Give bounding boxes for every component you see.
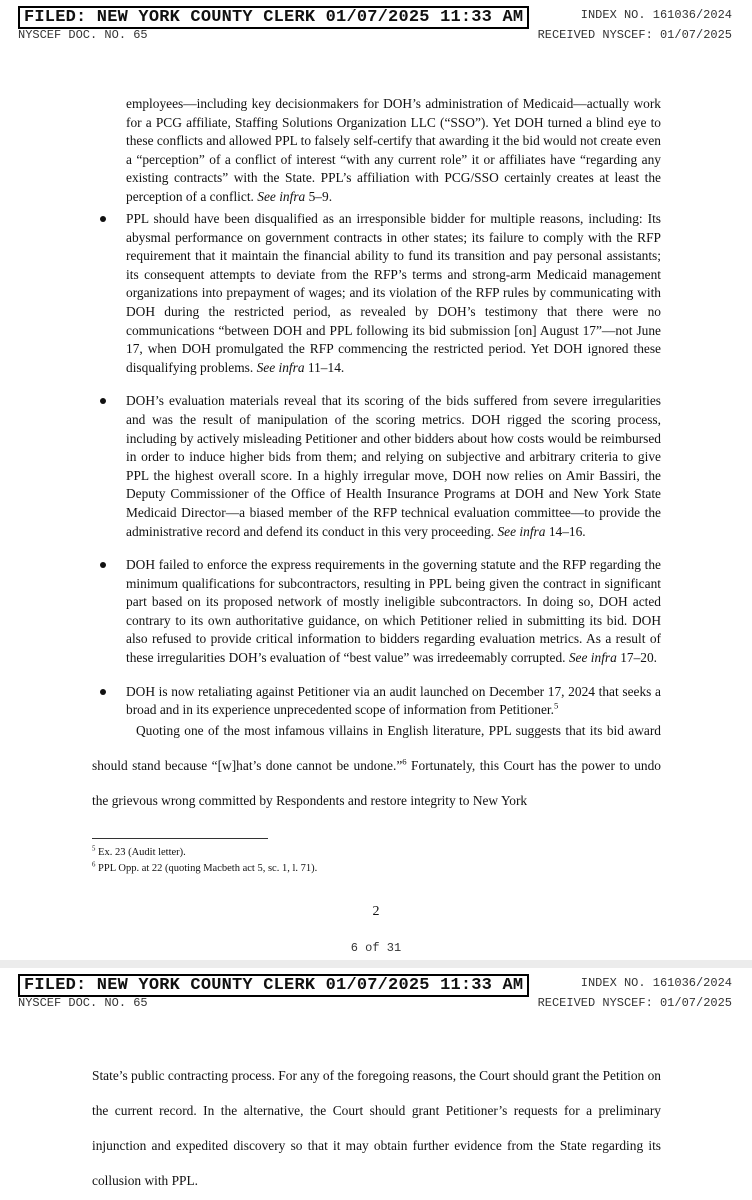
continuation-pages: 5–9. xyxy=(308,188,333,204)
bullet-cite: See infra xyxy=(497,523,546,539)
bullet-text: DOH failed to enforce the express requirements in the governing statute and the RFP regarding the minimum qualifications for subcontractors, resulting in PPL being given the contract in significant part based on its proposed network of mostly ineligible subcontractors. In doing so, DOH acted contrary to its own authoritative guidance, on which Petitioner relied in submitting its bid. DOH also refused to provide critical information to bidders regarding evaluation metrics. As a result of these irregularities DOH’s evaluation of “best value” was irredeemably corrupted. xyxy=(126,557,661,666)
nyscef-doc-number: NYSCEF DOC. NO. 65 xyxy=(18,28,148,42)
filed-stamp: FILED: NEW YORK COUNTY CLERK 01/07/2025 11:33 AM xyxy=(18,6,529,29)
bullet-cite: See infra xyxy=(256,359,305,375)
body-paragraph xyxy=(92,713,661,818)
footnote-5 xyxy=(92,846,186,860)
footnote-text: Ex. 23 (Audit letter). xyxy=(98,847,186,858)
page-separator xyxy=(0,960,752,968)
footnote-text: PPL Opp. at 22 (quoting Macbeth act 5, sc. 1, l. 71). xyxy=(98,863,318,874)
continuation-paragraph xyxy=(126,95,661,207)
document-page-7 xyxy=(0,968,752,1200)
bullet-item xyxy=(98,210,661,377)
nyscef-doc-number: NYSCEF DOC. NO. 65 xyxy=(18,996,148,1010)
received-date: RECEIVED NYSCEF: 01/07/2025 xyxy=(537,996,732,1010)
paragraph-text: Quoting one of the most infamous villains in English literature, PPL suggests that its bid award should stand because “[w]hat’s done cannot be undone.” xyxy=(92,723,661,773)
page-of-count: 6 of 31 xyxy=(350,941,402,955)
received-date: RECEIVED NYSCEF: 01/07/2025 xyxy=(537,28,732,42)
page-header xyxy=(0,968,752,1016)
bullet-text: DOH is now retaliating against Petitioner via an audit launched on December 17, 2024 that seeks a broad and in its experience unprecedented scope of information from Petitioner. xyxy=(126,683,661,718)
footnote-ref-6[interactable]: 6 xyxy=(402,756,407,767)
body-paragraph: State’s public contracting process. For any of the foregoing reasons, the Court should grant the Petition on the current record. In the alternative, the Court should grant Petitioner’s requests for a preliminary injunction and expedited discovery so that it may obtain further evidence from the State regarding its collusion with PPL. xyxy=(92,1068,661,1188)
footnote-number: 6 xyxy=(92,861,96,869)
paragraph-text-cont: Fortunately, this Court has the power to undo the grievous wrong committed by Respondents and restore integrity to New York xyxy=(92,758,661,808)
bullet-text: DOH’s evaluation materials reveal that its scoring of the bids suffered from severe irregularities and was the result of manipulation of the scoring metrics. DOH rigged the scoring process, including by actively misleading Petitioner and other bidders about how costs would be reimbursed in order to induce higher bids from them; and relying on subjective and arbitrary criteria to give PPL the highest overall score. In a highly irregular move, DOH now relies on Amir Bassiri, the Deputy Commissioner of the Office of Health Insurance Programs at DOH and New York State Medicaid Director—a biased member of the RFP technical evaluation committee—to provide the administrative record and defend its conduct in this very proceeding. xyxy=(126,393,661,539)
bullet-pages: 17–20. xyxy=(620,650,658,666)
bullet-item xyxy=(98,556,661,668)
index-number: INDEX NO. 161036/2024 xyxy=(580,8,732,22)
bullet-cite: See infra xyxy=(568,650,617,666)
footnote-6 xyxy=(92,862,317,876)
bullet-text: PPL should have been disqualified as an irresponsible bidder for multiple reasons, including: Its abysmal performance on government contracts in other states; its failure to comply with the RFP requirement that it maintain the financial ability to fund its transition and pay personal assistants; its consequent attempts to deviate from the RFP’s terms and strong-arm Medicaid management organizations into prepayment of wages; and its violation of the RFP rules by communicating with DOH during the restricted period, as revealed by DOH’s testimony that there were no communications “between DOH and PPL following its bid submission [on] August 17”—not June 17, when DOH promulgated the RFP commencing the restricted period. Yet DOH ignored these disqualifying problems. xyxy=(126,211,661,375)
continuation-cite: See infra xyxy=(257,188,306,204)
page-number: 2 xyxy=(372,904,380,919)
bullet-pages: 11–14. xyxy=(307,359,345,375)
continuation-text: employees—including key decisionmakers for DOH’s administration of Medicaid—actually work for a PCG affiliate, Staffing Solutions Organization LLC (“SSO”). Yet DOH turned a blind eye to these conflicts and allowed PPL to falsely self-certify that awarding it the bid would not create even a “perception” of a conflict of interest “with any current role” it or affiliates have “regarding any existing contracts” with the State. PPL’s affiliation with PCG/SSO certainly creates at least the perception of a conflict. xyxy=(126,96,661,204)
bullet-pages: 14–16. xyxy=(548,523,586,539)
page-header xyxy=(0,0,752,48)
footnote-ref-5[interactable]: 5 xyxy=(553,700,559,711)
index-number: INDEX NO. 161036/2024 xyxy=(580,976,732,990)
footnote-number: 5 xyxy=(92,845,96,853)
filed-stamp: FILED: NEW YORK COUNTY CLERK 01/07/2025 11:33 AM xyxy=(18,974,529,997)
footnote-divider xyxy=(92,838,268,839)
argument-bullet-list xyxy=(98,210,661,735)
bullet-item xyxy=(98,392,661,541)
